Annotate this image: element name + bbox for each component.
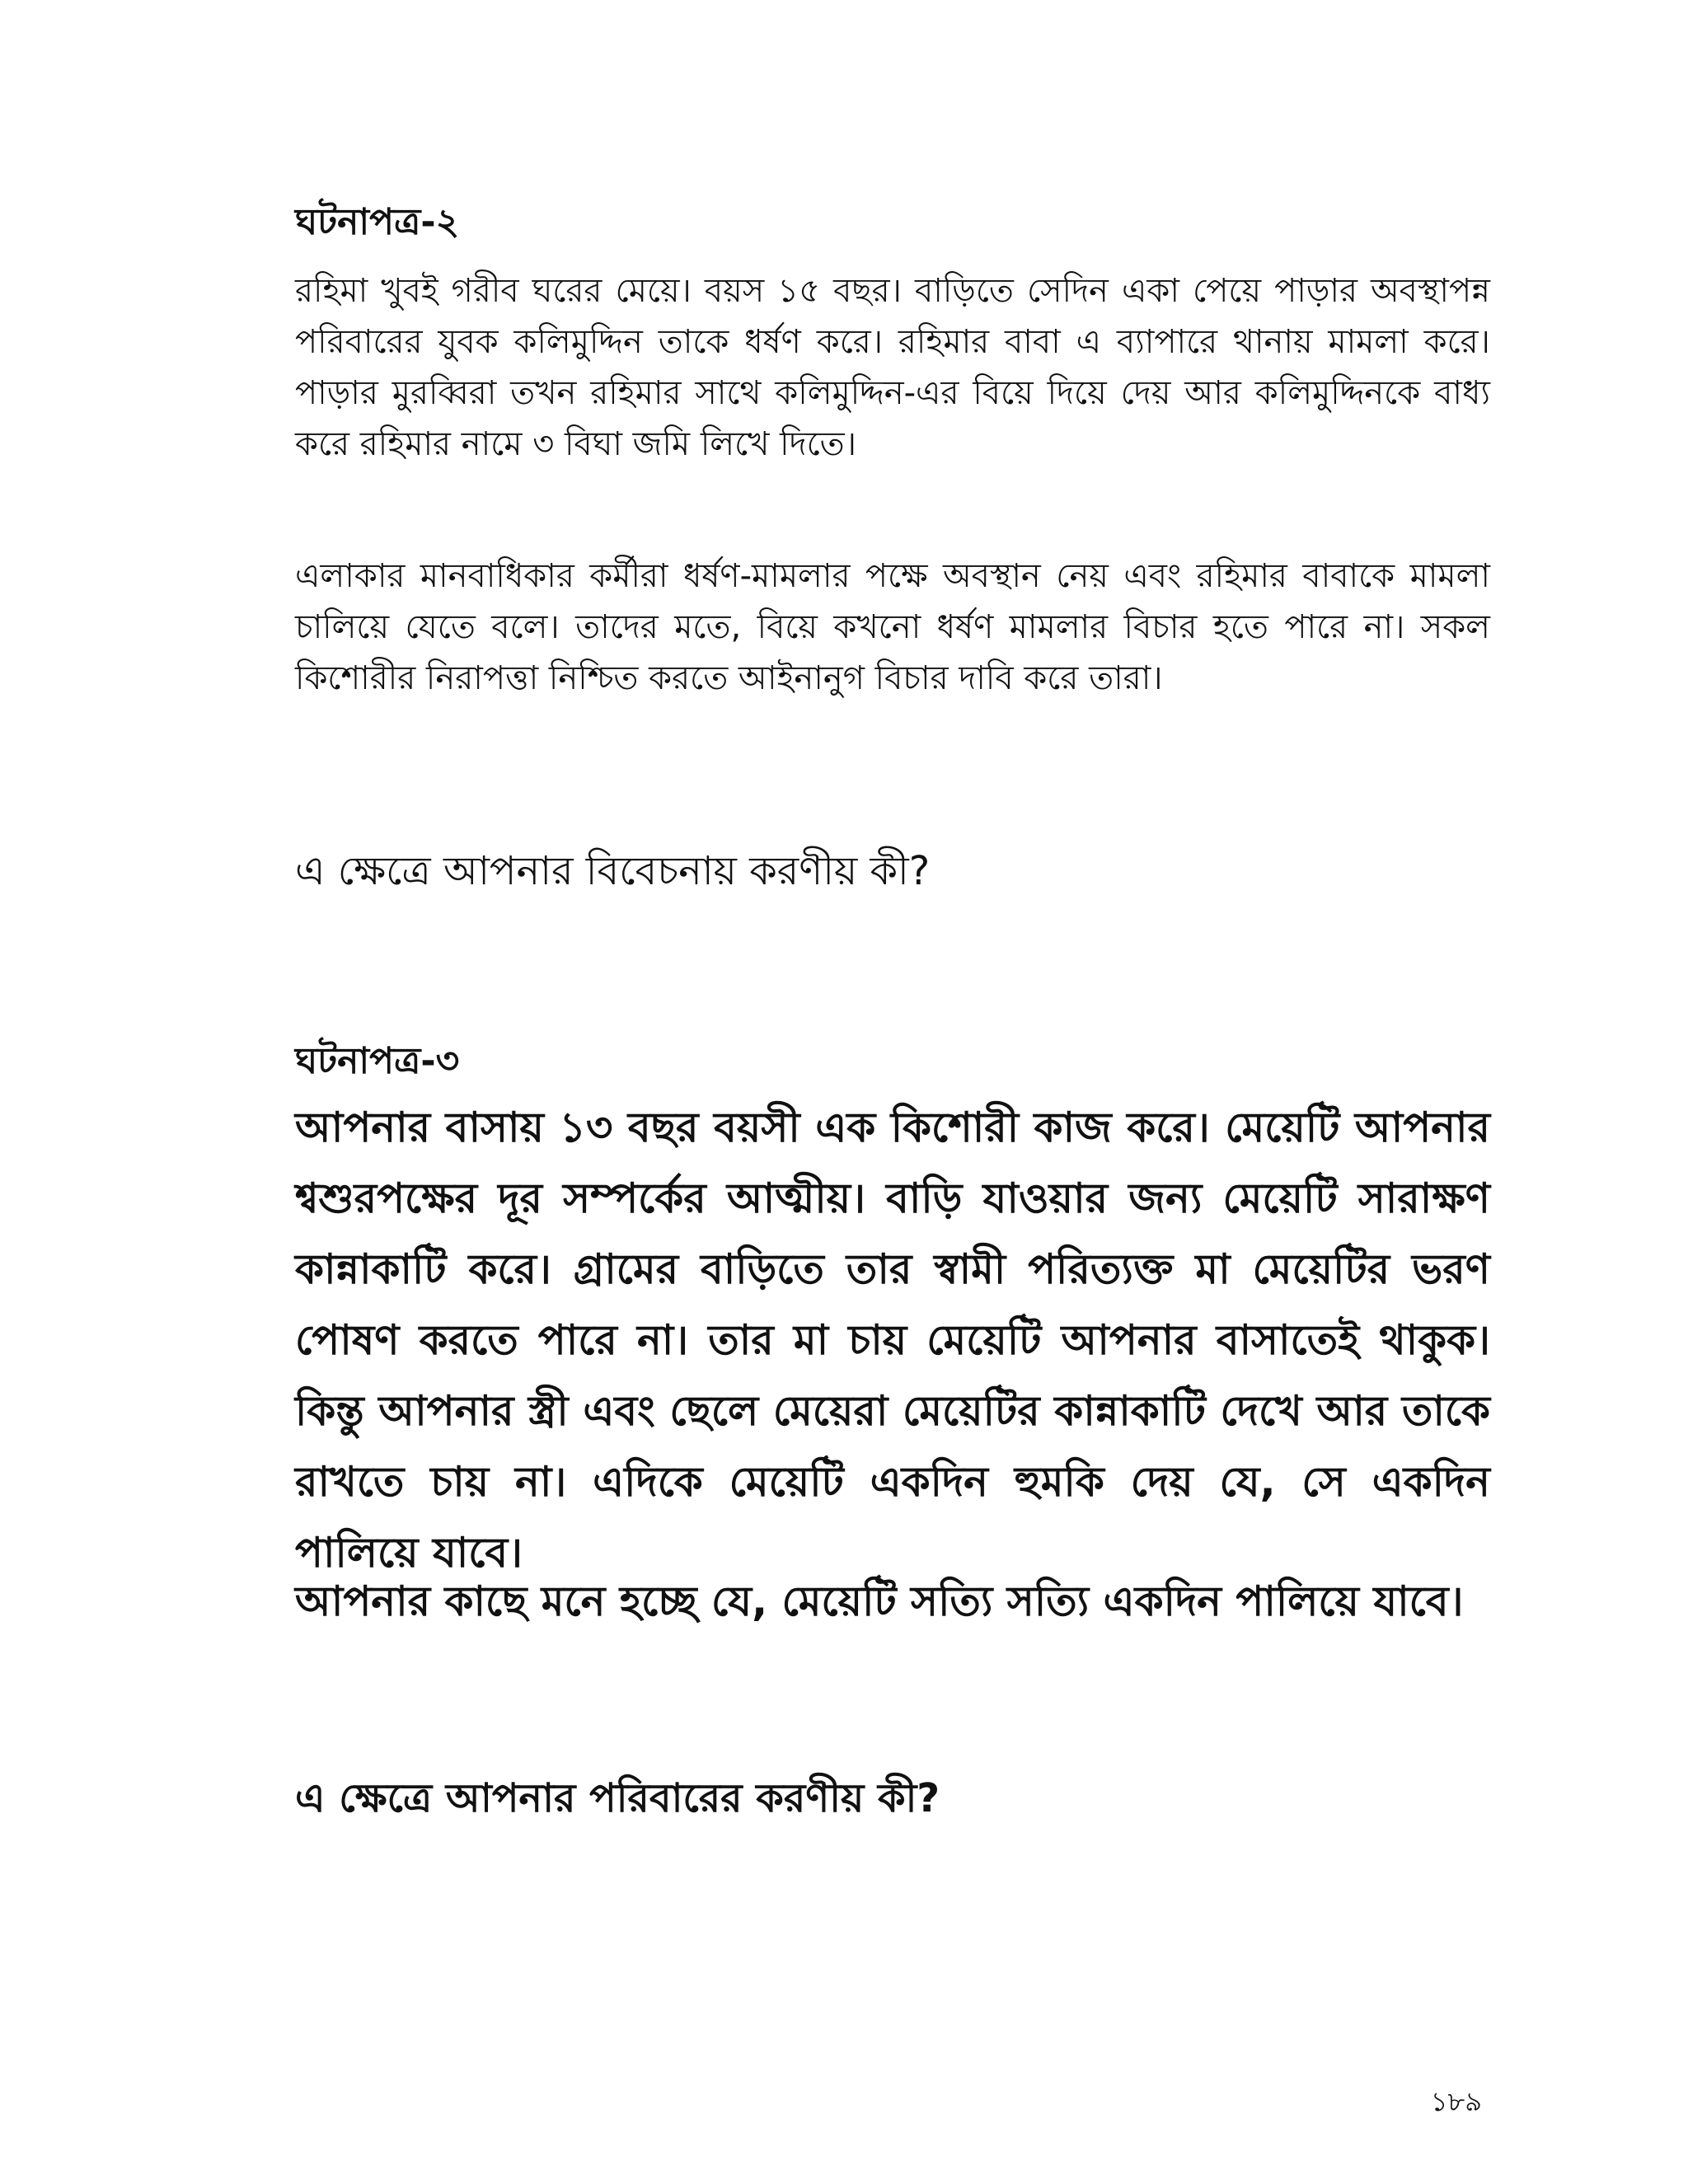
case-2-heading: ঘটনাপত্র-২ bbox=[295, 201, 460, 243]
case-3-paragraph-1: আপনার বাসায় ১৩ বছর বয়সী এক কিশোরী কাজ করে। মেয়েটি আপনার শ্বশুরপক্ষের দূর সম্পর্কের আত্মীয়। বাড়ি যাওয়ার জন্য মেয়েটি সারাক্ষণ কান্নাকাটি করে। গ্রামের বাড়িতে তার স্বামী পরিত্যক্ত মা মেয়েটির ভরণ পোষণ করতে পারে না। তার মা চায় মেয়েটি আপনার বাসাতেই থাকুক। কিন্তু আপনার স্ত্রী এবং ছেলে মেয়েরা মেয়েটির কান্নাকাটি দেখে আর তাকে রাখতে চায় না। এদিকে মেয়েটি একদিন হুমকি দেয় যে, সে একদিন পালিয়ে যাবে। bbox=[295, 1104, 1490, 1577]
case-3-heading: ঘটনাপত্র-৩ bbox=[295, 1040, 460, 1082]
case-2-paragraph-2: এলাকার মানবাধিকার কর্মীরা ধর্ষণ-মামলার পক্ষে অবস্থান নেয় এবং রহিমার বাবাকে মামলা চালিয়ে যেতে বলে। তাদের মতে, বিয়ে কখনো ধর্ষণ মামলার বিচার হতে পারে না। সকল কিশোরীর নিরাপত্তা নিশ্চিত করতে আইনানুগ বিচার দাবি করে তারা। bbox=[295, 557, 1490, 697]
case-2-paragraph-1: রহিমা খুবই গরীব ঘরের মেয়ে। বয়স ১৫ বছর। বাড়িতে সেদিন একা পেয়ে পাড়ার অবস্থাপন্ন পরিবারের যুবক কলিমুদ্দিন তাকে ধর্ষণ করে। রহিমার বাবা এ ব্যাপারে থানায় মামলা করে। পাড়ার মুর‍ব্বিরা তখন রহিমার সাথে কলিমুদ্দিন-এর বিয়ে দিয়ে দেয় আর কলিমুদ্দিনকে বাধ্য করে রহিমার নামে ৩ বিঘা জমি লিখে দিতে। bbox=[295, 272, 1490, 463]
case-3-question: এ ক্ষেত্রে আপনার পরিবারের করণীয় কী? bbox=[295, 1775, 940, 1821]
page-number: ১৮৯ bbox=[1430, 2086, 1482, 2117]
case-3-paragraph-2: আপনার কাছে মনে হচ্ছে যে, মেয়েটি সত্যি সত্যি একদিন পালিয়ে যাবে। bbox=[295, 1577, 1464, 1625]
case-2-question: এ ক্ষেত্রে আপনার বিবেচনায় করণীয় কী? bbox=[295, 848, 931, 894]
